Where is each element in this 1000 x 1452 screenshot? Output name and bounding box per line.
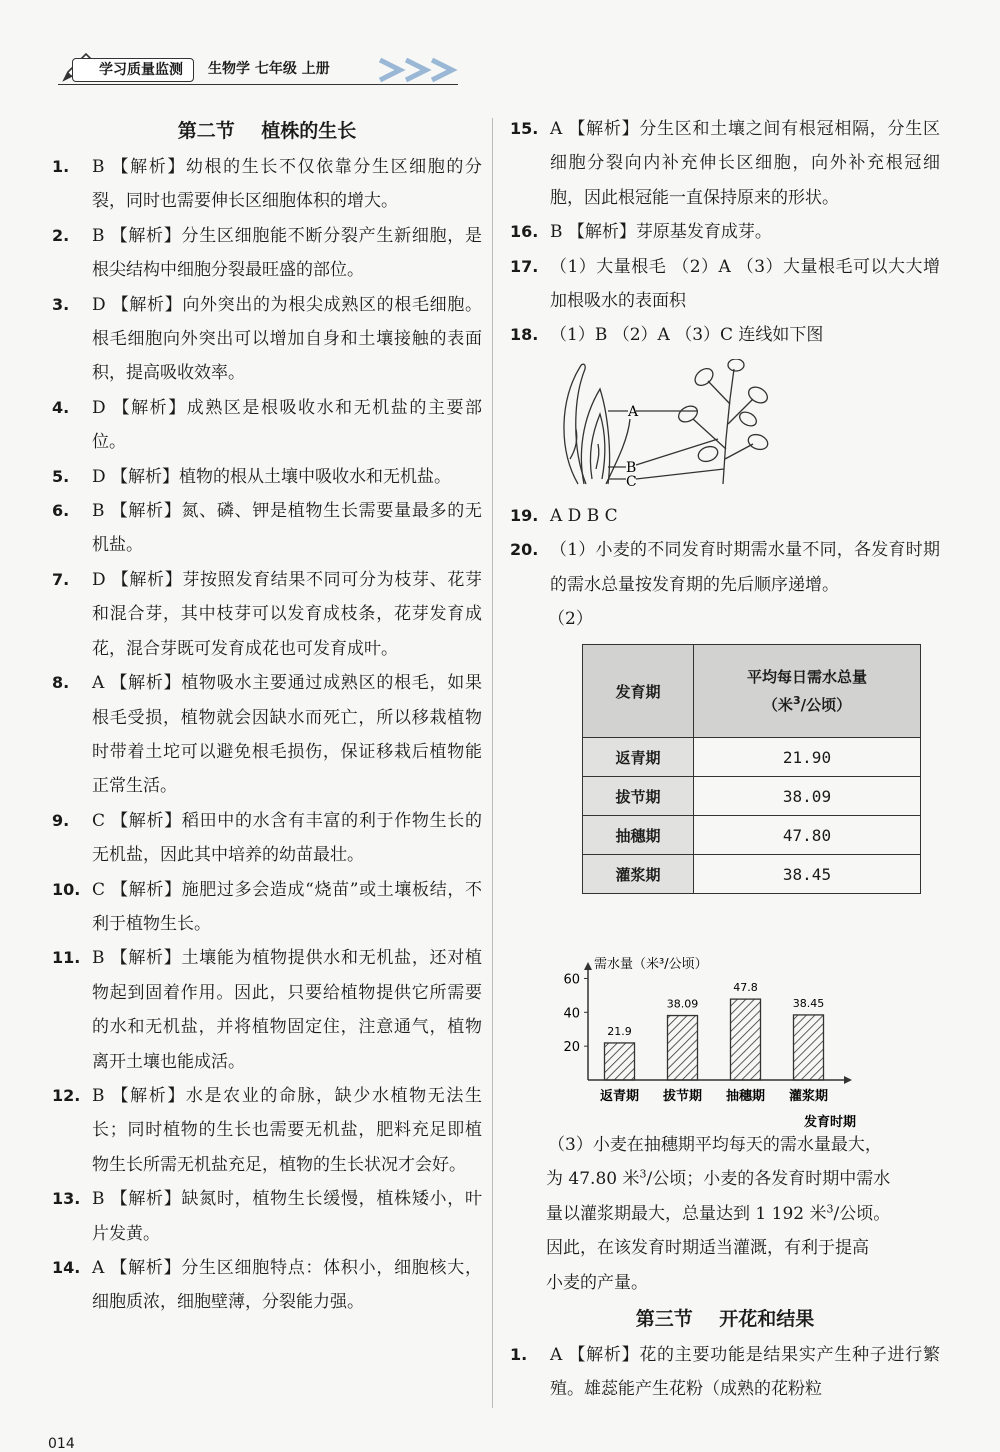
item-number: 6. xyxy=(52,501,70,521)
unit-sup: 3 xyxy=(792,694,801,708)
value-cell: 47.80 xyxy=(694,816,921,855)
water-demand-chart xyxy=(540,950,880,1130)
answer-item xyxy=(510,533,940,602)
item-text: （1）小麦的不同发育时期需水量不同，各发育时期的需水总量按发育期的先后顺序递增。 xyxy=(550,540,940,595)
answer-item xyxy=(52,219,482,288)
table-header-demand xyxy=(694,645,921,738)
item-text: D 【解析】芽按照发育结果不同可分为枝芽、花芽和混合芽，其中枝芽可以发育成枝条，花芽发育成花，混合芽既可发育成花也可发育成叶。 xyxy=(92,569,482,659)
part-3-text xyxy=(510,1197,940,1231)
item-text: B 【解析】土壤能为植物提供水和无机盐，还对植物起到固着作用。因此，只要给植物提供它所需要的水和无机盐，并将植物固定住，注意通气，植物离开土壤也能成活。 xyxy=(92,948,482,1072)
item-number: 1. xyxy=(510,1345,528,1365)
answer-item xyxy=(52,150,482,219)
header-subtitle: 生物学 七年级 上册 xyxy=(208,61,330,77)
answer-item xyxy=(52,1079,482,1182)
answer-item xyxy=(510,318,940,352)
bar-value-label: 47.8 xyxy=(733,981,758,995)
answer-item xyxy=(510,112,940,215)
page-header xyxy=(58,48,458,88)
item-number: 19. xyxy=(510,505,539,525)
table-header-row xyxy=(583,645,921,738)
fig-label-b: B xyxy=(626,459,637,476)
stage-cell: 拔节期 xyxy=(583,777,694,816)
x-tick-label: 拔节期 xyxy=(662,1089,703,1104)
item-number: 12. xyxy=(52,1085,81,1105)
y-tick-label: 20 xyxy=(563,1040,580,1056)
value-cell: 38.45 xyxy=(694,855,921,894)
item-number: 8. xyxy=(52,673,70,693)
section-title: 第二节 植株的生长 xyxy=(177,120,357,142)
page-number: 014 xyxy=(48,1436,75,1452)
item-text: A D B C xyxy=(550,505,618,526)
part-3-text: 因此，在该发育时期适当灌溉，有利于提高 xyxy=(546,1238,869,1259)
answer-item xyxy=(52,288,482,391)
item-text: B 【解析】缺氮时，植物生长缓慢，植株矮小，叶片发黄。 xyxy=(92,1189,482,1244)
item-text: B 【解析】芽原基发育成芽。 xyxy=(550,222,772,243)
answer-item xyxy=(52,494,482,563)
item-text: B 【解析】分生区细胞能不断分裂产生新细胞，是根尖结构中细胞分裂最旺盛的部位。 xyxy=(92,225,482,281)
answer-item xyxy=(510,1338,940,1407)
text-run: 为 47.80 米 xyxy=(546,1169,640,1190)
bar-value-label: 21.9 xyxy=(607,1024,632,1038)
item-text: A 【解析】分生区细胞特点：体积小，细胞核大，细胞质浓，细胞壁薄，分裂能力强。 xyxy=(92,1258,482,1313)
right-column-lower xyxy=(510,1128,940,1407)
answer-item xyxy=(52,1251,482,1320)
item-number: 18. xyxy=(510,325,539,345)
bar-value-label: 38.09 xyxy=(666,997,699,1011)
item-number: 14. xyxy=(52,1258,81,1277)
column-divider xyxy=(492,118,493,1408)
bar xyxy=(668,1016,698,1080)
item-number: 10. xyxy=(52,879,81,899)
bar xyxy=(605,1043,635,1080)
answer-item xyxy=(52,460,482,494)
item-text: C 【解析】施肥过多会造成“烧苗”或土壤板结，不利于植物生长。 xyxy=(92,879,482,934)
x-tick-label: 返青期 xyxy=(599,1089,640,1104)
y-tick-label: 40 xyxy=(563,1006,580,1022)
part-3-text: （3）小麦在抽穗期平均每天的需水量最大， xyxy=(548,1135,882,1155)
item-number: 1. xyxy=(52,157,70,176)
answer-item xyxy=(52,391,482,460)
item-text: B 【解析】幼根的生长不仅依靠分生区细胞的分裂，同时也需要伸长区细胞体积的增大。 xyxy=(92,157,482,212)
item-number: 17. xyxy=(510,256,539,276)
item-text: B 【解析】氮、磷、钾是植物生长需要量最多的无机盐。 xyxy=(92,501,482,556)
y-tick-label: 60 xyxy=(563,972,580,988)
answer-item xyxy=(52,804,482,873)
item-number: 20. xyxy=(510,540,539,560)
part-2-label: （2） xyxy=(548,609,593,630)
stage-cell: 抽穗期 xyxy=(583,816,694,855)
table-row xyxy=(583,738,921,777)
unit-text: （米 xyxy=(762,696,793,715)
sup: 3 xyxy=(639,1167,647,1181)
text-run: /公顷。 xyxy=(833,1203,891,1224)
chevrons-icon xyxy=(376,56,496,84)
item-text: D 【解析】成熟区是根吸收水和无机盐的主要部位。 xyxy=(92,397,482,453)
stage-cell: 返青期 xyxy=(583,738,694,777)
x-tick-label: 抽穗期 xyxy=(725,1089,766,1104)
item-number: 16. xyxy=(510,222,539,242)
answer-item xyxy=(52,1182,482,1251)
text-run: /公顷；小麦的各发育时期中需水 xyxy=(646,1169,891,1190)
x-tick-label: 灌浆期 xyxy=(788,1089,829,1104)
table-row xyxy=(583,816,921,855)
y-axis-arrow xyxy=(584,962,592,970)
x-axis-arrow xyxy=(844,1076,852,1084)
left-column xyxy=(52,112,482,1320)
y-axis-label: 需水量（米³/公顷） xyxy=(594,957,708,972)
x-axis-label: 发育时期 xyxy=(803,1115,857,1130)
item-number: 5. xyxy=(52,466,70,486)
value-cell: 38.09 xyxy=(694,777,921,816)
item-number: 4. xyxy=(52,397,70,417)
answer-item xyxy=(52,666,482,804)
bar-value-label: 38.45 xyxy=(792,996,825,1010)
item-text: D 【解析】向外突出的为根尖成熟区的根毛细胞。根毛细胞向外突出可以增加自身和土壤接触的表面积，提高吸收效率。 xyxy=(92,294,482,384)
bar xyxy=(731,999,761,1080)
water-demand-table xyxy=(582,644,921,894)
text-run: 量以灌浆期最大，总量达到 1 192 米 xyxy=(546,1203,827,1224)
item-text: D 【解析】植物的根从土壤中吸收水和无机盐。 xyxy=(92,466,452,487)
item-number: 3. xyxy=(52,294,70,314)
header-badge: 学习质量监测 xyxy=(72,58,194,82)
item-text: A 【解析】花的主要功能是结果实产生种子进行繁殖。雄蕊能产生花粉（成熟的花粉粒 xyxy=(550,1345,940,1400)
item-text: A 【解析】分生区和土壤之间有根冠相隔，分生区细胞分裂向内补充伸长区细胞，向外补充根冠细胞，因此根冠能一直保持原来的形状。 xyxy=(550,119,940,208)
part-3-text xyxy=(510,1162,940,1196)
part-3-text: 小麦的产量。 xyxy=(546,1272,648,1293)
sup: 3 xyxy=(826,1202,834,1216)
item-text: （1）大量根毛 （2）A （3）大量根毛可以大大增加根吸水的表面积 xyxy=(550,256,940,312)
answer-item xyxy=(510,215,940,249)
item-number: 2. xyxy=(52,225,70,245)
answer-item xyxy=(52,873,482,942)
header-rule xyxy=(58,84,458,85)
answer-item xyxy=(52,941,482,1079)
answer-item xyxy=(52,563,482,666)
item-number: 13. xyxy=(52,1189,81,1209)
bud-branch-figure xyxy=(548,359,808,489)
item-number: 9. xyxy=(52,810,70,830)
section-title: 第三节 开花和结果 xyxy=(635,1308,815,1331)
table-row xyxy=(583,777,921,816)
item-number: 7. xyxy=(52,569,70,589)
item-text: B 【解析】水是农业的命脉，缺少水植物无法生长；同时植物的生长也需要无机盐，肥料充足即植物生长所需无机盐充足，植物的生长状况才会好。 xyxy=(92,1085,482,1175)
answer-item xyxy=(510,250,940,319)
bar xyxy=(794,1015,824,1080)
item-text: C 【解析】稻田中的水含有丰富的利于作物生长的无机盐，因此其中培养的幼苗最壮。 xyxy=(92,810,482,866)
item-number: 15. xyxy=(510,119,539,138)
fig-label-c: C xyxy=(626,473,637,489)
header-unit xyxy=(695,691,919,719)
unit-text: /公顷） xyxy=(800,696,852,715)
header-line: 平均每日需水总量 xyxy=(746,668,867,687)
value-cell: 21.90 xyxy=(694,738,921,777)
stage-cell: 灌浆期 xyxy=(583,855,694,894)
table-header-stage: 发育期 xyxy=(583,645,694,738)
right-column xyxy=(510,112,940,894)
fig-label-a: A xyxy=(628,403,639,420)
item-text: （1）B （2）A （3）C 连线如下图 xyxy=(550,325,824,346)
table-row xyxy=(583,855,921,894)
answer-item xyxy=(510,499,940,533)
item-text: A 【解析】植物吸水主要通过成熟区的根毛，如果根毛受损，植物就会因缺水而死亡，所以移栽植物时带着土坨可以避免根毛损伤，保证移栽后植物能正常生活。 xyxy=(92,673,482,797)
item-number: 11. xyxy=(52,948,81,968)
